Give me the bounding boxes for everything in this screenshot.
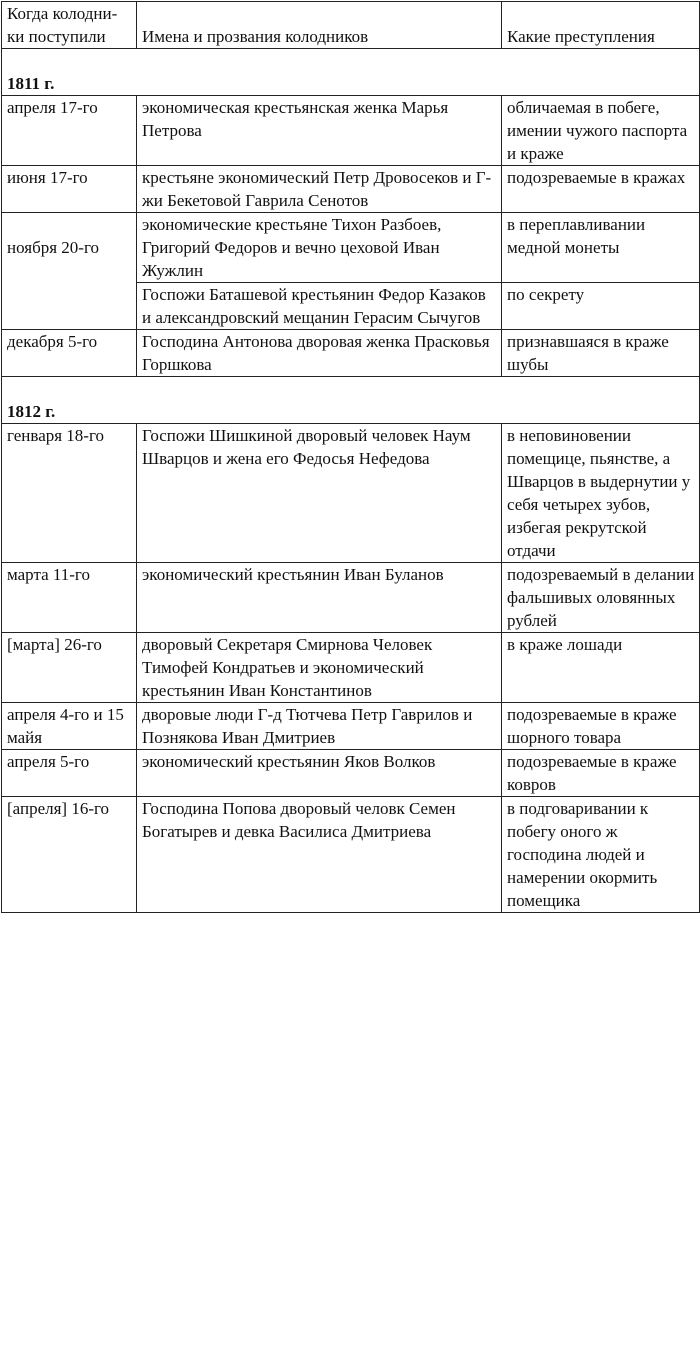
date-cell: [марта] 26-го bbox=[2, 633, 137, 703]
header-when: Когда колодни- ки поступили bbox=[2, 2, 137, 49]
crime-cell: по секрету bbox=[502, 283, 700, 330]
date-cell: ноября 20-го bbox=[2, 213, 137, 283]
table-row bbox=[2, 703, 700, 750]
header-names: Имена и прозвания колодников bbox=[137, 2, 502, 49]
names-cell: Господина Попова дворовый человк Семен Богатырев и девка Василиса Дмитриева bbox=[137, 797, 502, 913]
names-cell: экономический крестьянин Иван Буланов bbox=[137, 563, 502, 633]
crime-cell: в неповиновении помещице, пьянстве, а Шварцов в выдернутии у себя четырех зубов, избегая рекрутской отдачи bbox=[502, 424, 700, 563]
table-row bbox=[2, 213, 700, 283]
date-cell: [апреля] 16-го bbox=[2, 797, 137, 913]
table-row bbox=[2, 424, 700, 563]
year-row-1812 bbox=[2, 377, 700, 424]
table-row bbox=[2, 166, 700, 213]
table-row bbox=[2, 283, 700, 330]
crime-cell: признавшаяся в краже шубы bbox=[502, 330, 700, 377]
names-cell: Господина Антонова дворовая женка Прасковья Горшкова bbox=[137, 330, 502, 377]
crime-cell: подозреваемые в кражах bbox=[502, 166, 700, 213]
crime-cell: подозреваемые в краже ковров bbox=[502, 750, 700, 797]
crime-cell: подозреваемый в делании фальшивых оловянных рублей bbox=[502, 563, 700, 633]
table-row bbox=[2, 797, 700, 913]
year-row-1811 bbox=[2, 49, 700, 96]
header-row bbox=[2, 2, 700, 49]
crime-cell: в подговаривании к побегу оного ж господина людей и намерении окормить помещика bbox=[502, 797, 700, 913]
crime-cell: подозреваемые в краже шорного товара bbox=[502, 703, 700, 750]
table-row bbox=[2, 330, 700, 377]
names-cell: дворовые люди Г-д Тютчева Петр Гаврилов и Познякова Иван Дмитриев bbox=[137, 703, 502, 750]
date-cell: генваря 18-го bbox=[2, 424, 137, 563]
year-label: 1811 г. bbox=[2, 49, 700, 96]
date-cell: апреля 4-го и 15 майя bbox=[2, 703, 137, 750]
names-cell: экономический крестьянин Яков Волков bbox=[137, 750, 502, 797]
table-row bbox=[2, 563, 700, 633]
table-row bbox=[2, 633, 700, 703]
names-cell: экономические крестьяне Тихон Разбоев, Григорий Федоров и вечно цеховой Иван Жужлин bbox=[137, 213, 502, 283]
date-cell: апреля 5-го bbox=[2, 750, 137, 797]
date-cell: июня 17-го bbox=[2, 166, 137, 213]
table-row bbox=[2, 750, 700, 797]
crime-cell: обличаемая в побеге, имении чужого паспорта и краже bbox=[502, 96, 700, 166]
date-cell bbox=[2, 283, 137, 330]
names-cell: Госпожи Шишкиной дворовый человек Наум Шварцов и жена его Федосья Нефедова bbox=[137, 424, 502, 563]
header-crimes: Какие преступления bbox=[502, 2, 700, 49]
table-row bbox=[2, 96, 700, 166]
names-cell: крестьяне экономический Петр Дровосеков и Г-жи Бекетовой Гаврила Сенотов bbox=[137, 166, 502, 213]
date-cell: апреля 17-го bbox=[2, 96, 137, 166]
date-cell: декабря 5-го bbox=[2, 330, 137, 377]
names-cell: Госпожи Баташевой крестьянин Федор Казаков и александровский мещанин Герасим Сычугов bbox=[137, 283, 502, 330]
crime-cell: в краже лошади bbox=[502, 633, 700, 703]
prisoners-register-table bbox=[1, 1, 700, 913]
crime-cell: в переплавливании медной монеты bbox=[502, 213, 700, 283]
names-cell: дворовый Секретаря Смирнова Человек Тимофей Кондратьев и экономический крестьянин Иван Константинов bbox=[137, 633, 502, 703]
date-cell: марта 11-го bbox=[2, 563, 137, 633]
year-label: 1812 г. bbox=[2, 377, 700, 424]
names-cell: экономическая крестьянская женка Марья Петрова bbox=[137, 96, 502, 166]
